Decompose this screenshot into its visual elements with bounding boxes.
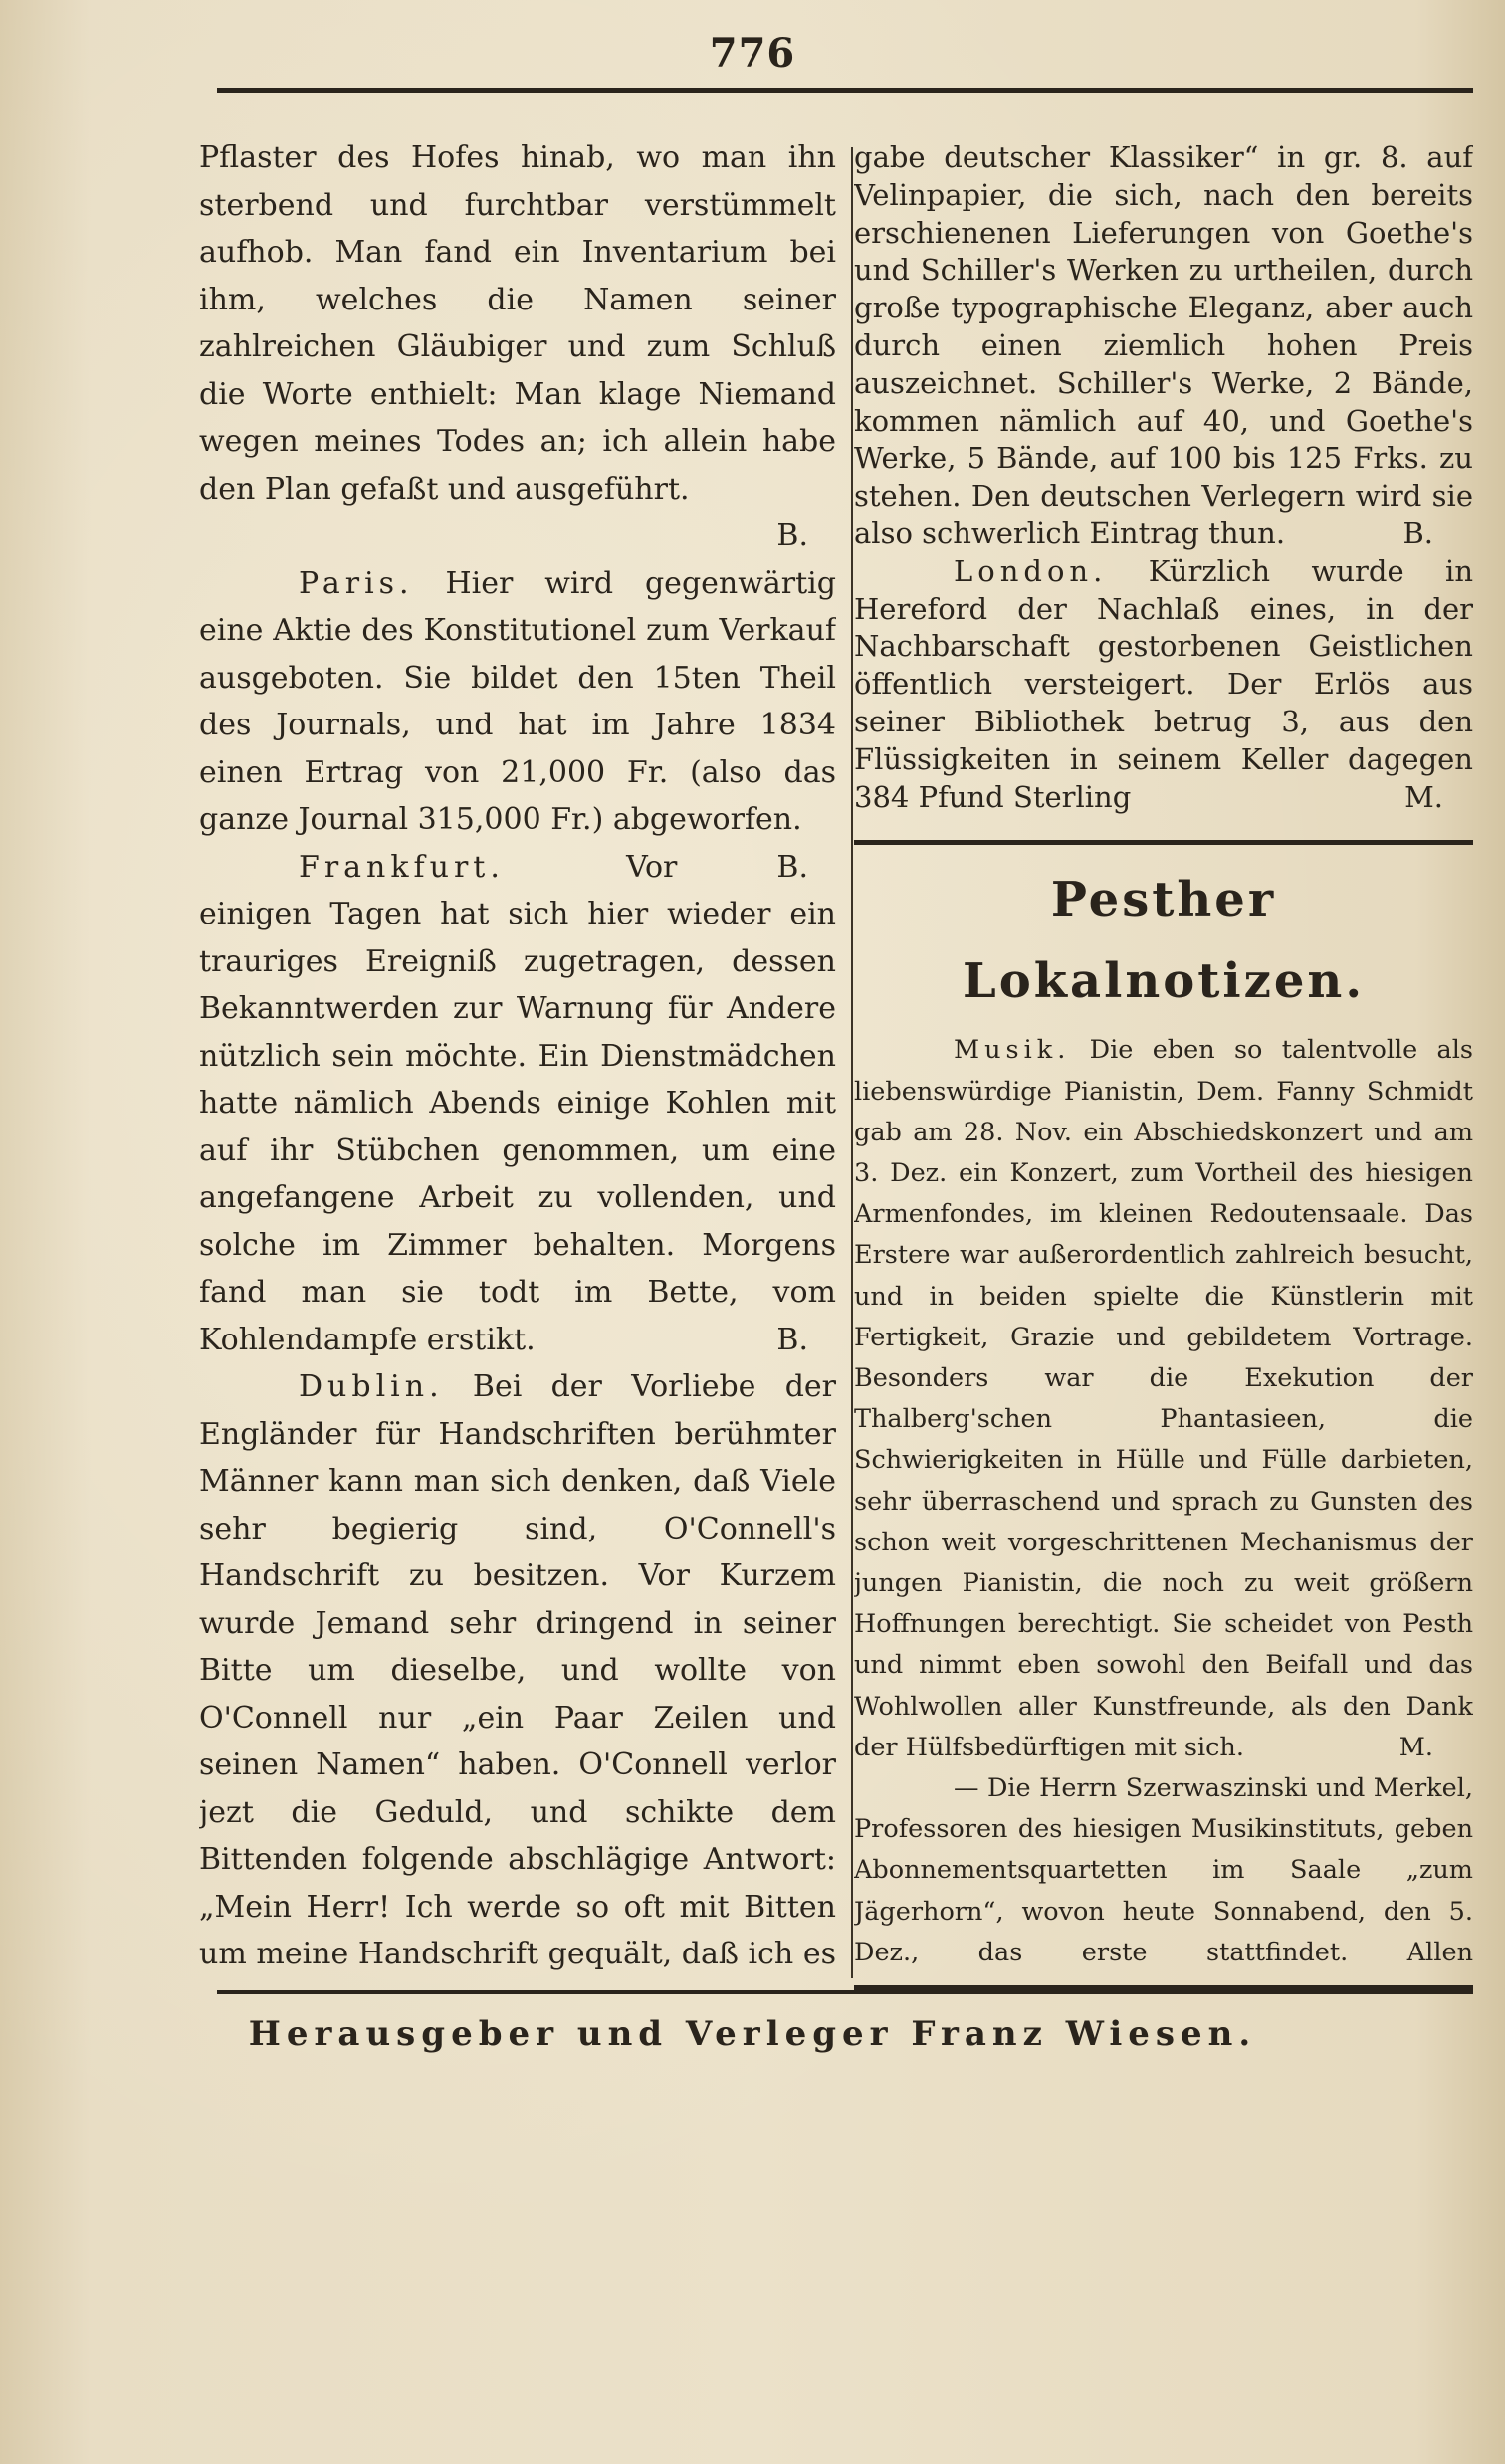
article-signature: M. (1404, 779, 1443, 814)
page-number: 776 (709, 30, 796, 77)
article-dublin: Dublin. Bei der Vorliebe der Engländer für Handschriften berühmter Männer kann man sich denken, daß Viele sehr begierig sind, O'Connell's Handschrift zu besitzen. Vor Kurzem wurde Jemand sehr dringend in seiner Bitte um dieselbe, und wollte von O'Connell nur „ein Paar Zeilen und seinen Namen“ haben. O'Connell verlor jezt die Geduld, und schikte dem Bittenden folgende abschlägige Antwort: „Mein Herr! Ich werde so oft mit Bitten um meine Handschrift gequält, daß ich es (199, 1369, 836, 1971)
dateline: Frankfurt. (299, 849, 505, 885)
article-klassiker-continuation: gabe deutscher Klassiker“ in gr. 8. auf Velinpapier, die sich, nach den bereits erschienenen Lieferungen von Goethe's und Schiller's Werken zu urtheilen, durch große typographische Eleganz, aber auch durch einen ziemlich hohen Preis auszeichnet. Schiller's Werke, 2 Bände, kommen nämlich auf 40, und Goethe's Werke, 5 Bände, auf 100 bis 125 Frks. zu stehen. Den deutschen Verlegern wird sie also schwerlich Eintrag thun. B. (854, 139, 1473, 553)
section-heading: Pesther Lokalnotizen. (962, 872, 1366, 1010)
article-signature: B. (776, 1322, 808, 1357)
article-london: London. Kürzlich wurde in Hereford der Nachlaß eines, in der Nachbarschaft gestorbenen Geistlichen öffentlich versteigert. Der Erlös aus seiner Bibliothek betrug 3, aus den Flüssigkeiten in seinem Keller dagegen 384 Pfund Sterling M. (854, 553, 1473, 817)
note-quartetten: — Die Herrn Szerwaszinski und Merkel, Professoren des hiesigen Musikinstituts, geben Abonnementsquartetten im Saale „zum Jägerhorn“, wovon heute Sonnabend, den 5. Dez., das erste stattfindet. Allen (854, 1773, 1473, 1967)
local-notes (854, 1030, 1473, 1980)
left-column (199, 134, 836, 1985)
note-musik: Musik. Die eben so talentvolle als liebenswürdige Pianistin, Dem. Fanny Schmidt gab am 28. Nov. ein Abschiedskonzert und am 3. Dez. ein Konzert, zum Vortheil des hiesigen Armenfondes, im kleinen Redoutensaale. Das Erstere war außerordentlich zahlreich besucht, und in beiden spielte die Künstlerin mit Fertigkeit, Grazie und gebildetem Vortrage. Besonders war die Exekution der Thalberg'schen Phantasieen, die Schwierigkeiten in Hülle und Fülle darbieten, sehr überraschend und sprach zu Gunsten des schon weit vorgeschrittenen Mechanismus der jungen Pianistin, die noch zu weit größern Hoffnungen berechtigt. Sie scheidet von Pesth und nimmt eben sowohl den Beifall und das Wohlwollen aller Kunstfreunde, als den Dank der Hülfsbedürftigen mit sich. M. (854, 1030, 1473, 1768)
dateline: Dublin. (299, 1369, 444, 1404)
bottom-rule-full (217, 1990, 1473, 1994)
article-continuation: Pflaster des Hofes hinab, wo man ihn sterbend und furchtbar verstümmelt aufhob. Man fand ein Inventarium bei ihm, welches die Namen seiner zahlreichen Gläubiger und zum Schluß die Worte enthielt: Man klage Niemand wegen meines Todes an; ich allein habe den Plan gefaßt und ausgeführt. (199, 140, 836, 507)
column-separator (851, 147, 853, 1978)
dateline: Paris. (299, 565, 414, 601)
article-frankfurt: Frankfurt. Vor einigen Tagen hat sich hier wieder ein trauriges Ereigniß zugetragen, dessen Bekanntwerden zur Warnung für Andere nützlich sein möchte. Ein Dienstmädchen hatte nämlich Abends einige Kohlen mit auf ihr Stübchen genommen, um eine angefangene Arbeit zu vollenden, und solche im Zimmer behalten. Morgens fand man sie todt im Bette, vom Kohlendampfe erstikt. B. (199, 844, 836, 1364)
dateline: Musik. (954, 1035, 1071, 1066)
section-rule (854, 840, 1473, 845)
article-paris-aktie: Paris. Hier wird gegenwärtig eine Aktie des Konstitutionel zum Verkauf ausgeboten. Sie bildet den 15ten Theil des Journals, und hat im Jahre 1834 einen Ertrag von 21,000 Fr. (also das ganze Journal 315,000 Fr.) abgeworfen. B. (199, 560, 836, 844)
dateline: London. (954, 553, 1108, 588)
article-signature: M. (1398, 1732, 1433, 1762)
article-signature: B. (1402, 515, 1433, 550)
right-column (854, 139, 1473, 1980)
article-signature: B. (776, 518, 808, 553)
article-signature: B. (776, 849, 808, 885)
header-rule (217, 88, 1473, 93)
dateline: — Die Herrn (954, 1773, 1118, 1803)
publisher-footer: Herausgeber und Verleger Franz Wiesen. (248, 2014, 1257, 2054)
